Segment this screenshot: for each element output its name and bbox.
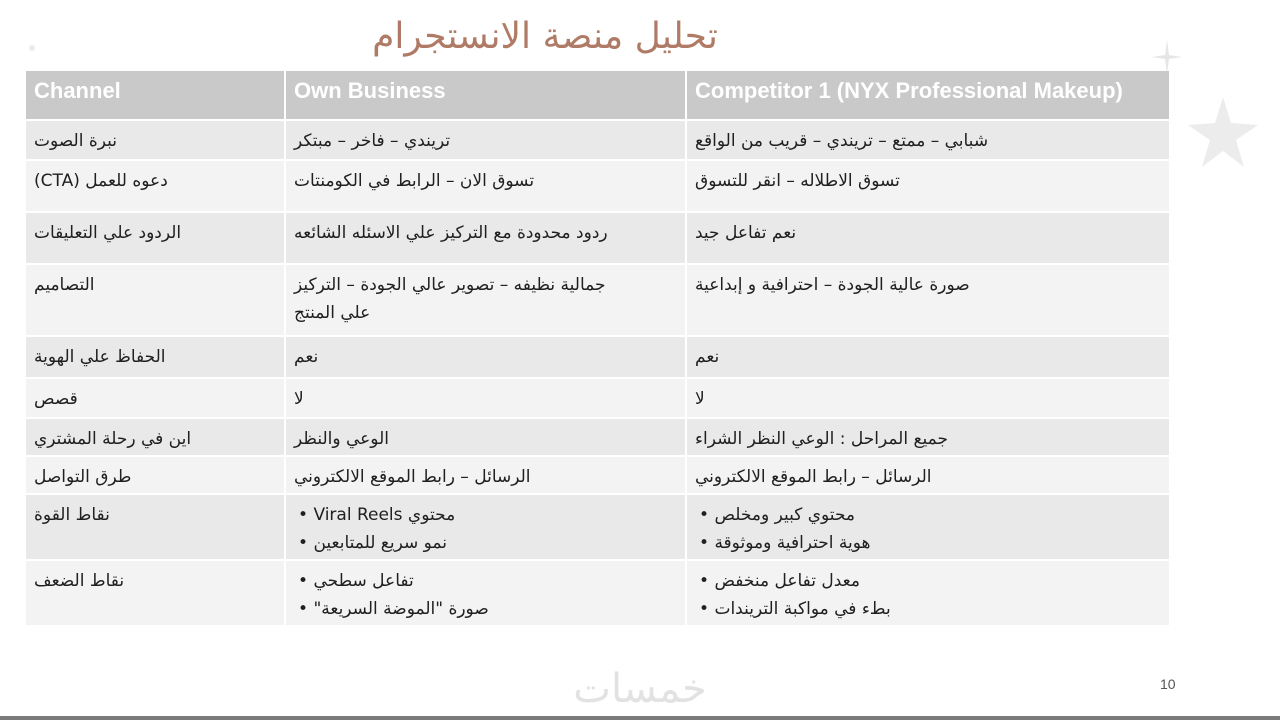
watermark-logo: خمسات bbox=[573, 666, 707, 712]
competitor-cell: شبابي – ممتع – تريندي – قريب من الواقع bbox=[686, 120, 1170, 160]
channel-cell: نقاط الضعف bbox=[26, 560, 285, 626]
channel-cell: الردود علي التعليقات bbox=[26, 212, 285, 264]
competitor-cell: تسوق الاطلاله – انقر للتسوق bbox=[686, 160, 1170, 212]
channel-cell: طرق التواصل bbox=[26, 456, 285, 494]
channel-cell: نبرة الصوت bbox=[26, 120, 285, 160]
own-cell bbox=[285, 494, 686, 560]
table-row bbox=[26, 378, 1170, 418]
large-star-icon bbox=[1186, 95, 1260, 169]
table-row bbox=[26, 456, 1170, 494]
comparison-table bbox=[26, 71, 1171, 627]
bullet-list bbox=[294, 561, 675, 623]
own-cell: ردود محدودة مع التركيز علي الاسئله الشائعه bbox=[285, 212, 686, 264]
list-item: محتوي Viral Reels • bbox=[298, 505, 456, 525]
list-item: صورة "الموضة السريعة" • bbox=[298, 599, 489, 619]
competitor-cell bbox=[686, 494, 1170, 560]
table-row bbox=[26, 336, 1170, 378]
competitor-cell: الرسائل – رابط الموقع الالكتروني bbox=[686, 456, 1170, 494]
table-header-row bbox=[26, 71, 1170, 120]
own-cell: لا bbox=[285, 378, 686, 418]
header-channel: Channel bbox=[26, 71, 285, 120]
competitor-cell: لا bbox=[686, 378, 1170, 418]
list-item: هوية احترافية وموثوقة • bbox=[699, 533, 871, 553]
own-cell: نعم bbox=[285, 336, 686, 378]
table-row bbox=[26, 418, 1170, 456]
header-own-business: Own Business bbox=[285, 71, 686, 120]
own-cell: تسوق الان – الرابط في الكومنتات bbox=[285, 160, 686, 212]
own-cell bbox=[285, 560, 686, 626]
own-cell: الرسائل – رابط الموقع الالكتروني bbox=[285, 456, 686, 494]
channel-cell: نقاط القوة bbox=[26, 494, 285, 560]
own-cell: الوعي والنظر bbox=[285, 418, 686, 456]
bullet-list bbox=[695, 561, 1159, 623]
channel-cell: التصاميم bbox=[26, 264, 285, 336]
header-competitor: Competitor 1 (NYX Professional Makeup) bbox=[686, 71, 1170, 120]
list-item: نمو سريع للمتابعين • bbox=[298, 533, 447, 553]
bullet-list bbox=[294, 495, 675, 557]
own-cell: تريندي – فاخر – مبتكر bbox=[285, 120, 686, 160]
competitor-cell: صورة عالية الجودة – احترافية و إبداعية bbox=[686, 264, 1170, 336]
table-row bbox=[26, 160, 1170, 212]
channel-cell: الحفاظ علي الهوية bbox=[26, 336, 285, 378]
table-row bbox=[26, 212, 1170, 264]
competitor-cell bbox=[686, 560, 1170, 626]
page-number: 10 bbox=[1160, 676, 1176, 692]
table-row bbox=[26, 264, 1170, 336]
dot-icon bbox=[28, 44, 36, 52]
slide-title: تحليل منصة الانستجرام bbox=[372, 16, 718, 57]
channel-cell: اين في رحلة المشتري bbox=[26, 418, 285, 456]
list-item: تفاعل سطحي • bbox=[298, 571, 414, 591]
table-row bbox=[26, 120, 1170, 160]
list-item: محتوي كبير ومخلص • bbox=[699, 505, 856, 525]
table-row bbox=[26, 560, 1170, 626]
small-star-icon bbox=[1152, 40, 1182, 74]
competitor-cell: جميع المراحل : الوعي النظر الشراء bbox=[686, 418, 1170, 456]
table-row bbox=[26, 494, 1170, 560]
list-item: بطء في مواكبة التريندات • bbox=[699, 599, 891, 619]
channel-cell: دعوه للعمل (CTA) bbox=[26, 160, 285, 212]
bottom-divider bbox=[0, 716, 1280, 720]
own-cell: جمالية نظيفه – تصوير عالي الجودة – التركيز علي المنتج bbox=[285, 264, 686, 336]
list-item: معدل تفاعل منخفض • bbox=[699, 571, 860, 591]
channel-cell: قصص bbox=[26, 378, 285, 418]
competitor-cell: نعم bbox=[686, 336, 1170, 378]
competitor-cell: نعم تفاعل جيد bbox=[686, 212, 1170, 264]
bullet-list bbox=[695, 495, 1159, 557]
